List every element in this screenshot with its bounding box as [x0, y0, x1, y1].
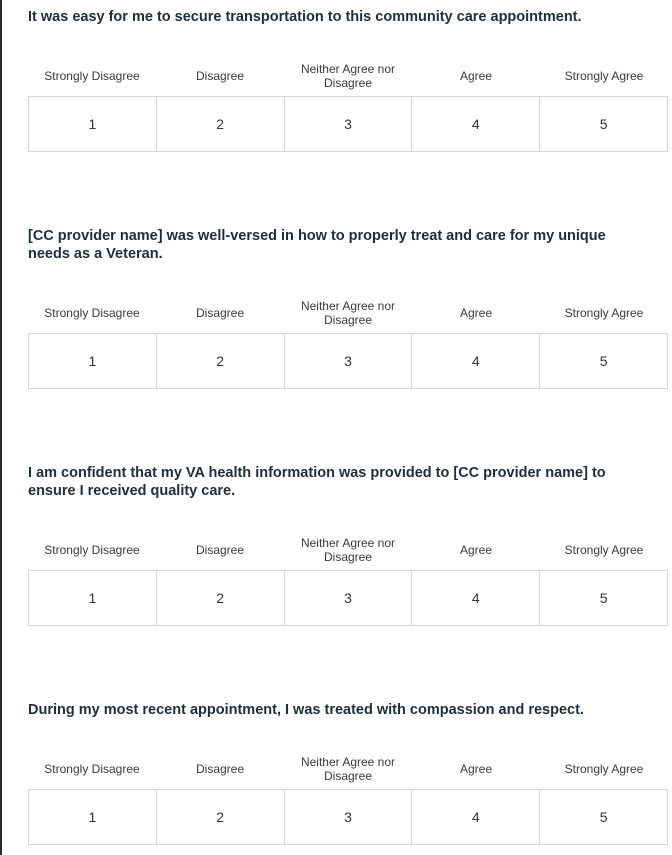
rating-option-2[interactable]: 2: [157, 97, 285, 151]
question-2: [28, 227, 668, 369]
rating-option-3[interactable]: 3: [285, 97, 413, 151]
label-disagree: Disagree: [195, 543, 245, 557]
rating-option-4[interactable]: 4: [412, 790, 540, 844]
rating-option-2[interactable]: 2: [157, 790, 285, 844]
label-agree: Agree: [459, 69, 493, 83]
question-3: [28, 464, 668, 606]
scale-labels: [28, 58, 668, 94]
rating-option-1[interactable]: 1: [29, 334, 157, 388]
label-neither: Neither Agree nor Disagree: [300, 299, 396, 327]
rating-option-3[interactable]: 3: [285, 334, 413, 388]
label-strongly-disagree: Strongly Disagree: [44, 306, 140, 320]
rating-option-3[interactable]: 3: [285, 790, 413, 844]
question-text: [CC provider name] was well-versed in how to properly treat and care for my unique needs as a Veteran.: [28, 228, 606, 262]
rating-option-1[interactable]: 1: [29, 97, 157, 151]
label-strongly-agree: Strongly Agree: [564, 69, 644, 83]
rating-option-2[interactable]: 2: [157, 571, 285, 625]
rating-option-1[interactable]: 1: [29, 790, 157, 844]
label-strongly-disagree: Strongly Disagree: [44, 543, 140, 557]
rating-option-3[interactable]: 3: [285, 571, 413, 625]
rating-scale: [28, 570, 668, 626]
question-text: I am confident that my VA health information was provided to [CC provider name] to ensure I received quality care.: [28, 465, 606, 499]
rating-option-5[interactable]: 5: [540, 571, 667, 625]
scale-labels: [28, 751, 668, 787]
label-disagree: Disagree: [195, 306, 245, 320]
question-text: During my most recent appointment, I was treated with compassion and respect.: [28, 702, 584, 718]
label-agree: Agree: [459, 543, 493, 557]
rating-option-4[interactable]: 4: [412, 571, 540, 625]
label-strongly-disagree: Strongly Disagree: [44, 762, 140, 776]
label-neither: Neither Agree nor Disagree: [300, 62, 396, 90]
rating-option-5[interactable]: 5: [540, 334, 667, 388]
question-1: [28, 8, 668, 132]
rating-option-4[interactable]: 4: [412, 334, 540, 388]
label-disagree: Disagree: [195, 69, 245, 83]
rating-option-5[interactable]: 5: [540, 97, 667, 151]
rating-option-5[interactable]: 5: [540, 790, 667, 844]
label-disagree: Disagree: [195, 762, 245, 776]
label-agree: Agree: [459, 762, 493, 776]
label-neither: Neither Agree nor Disagree: [300, 755, 396, 783]
question-text: It was easy for me to secure transportation to this community care appointment.: [28, 9, 582, 25]
rating-option-1[interactable]: 1: [29, 571, 157, 625]
label-strongly-agree: Strongly Agree: [564, 543, 644, 557]
rating-scale: [28, 789, 668, 845]
label-strongly-disagree: Strongly Disagree: [44, 69, 140, 83]
rating-option-2[interactable]: 2: [157, 334, 285, 388]
label-strongly-agree: Strongly Agree: [564, 762, 644, 776]
label-neither: Neither Agree nor Disagree: [300, 536, 396, 564]
rating-scale: [28, 333, 668, 389]
question-4: [28, 701, 668, 825]
rating-option-4[interactable]: 4: [412, 97, 540, 151]
label-agree: Agree: [459, 306, 493, 320]
label-strongly-agree: Strongly Agree: [564, 306, 644, 320]
scale-labels: [28, 532, 668, 568]
rating-scale: [28, 96, 668, 152]
scale-labels: [28, 295, 668, 331]
